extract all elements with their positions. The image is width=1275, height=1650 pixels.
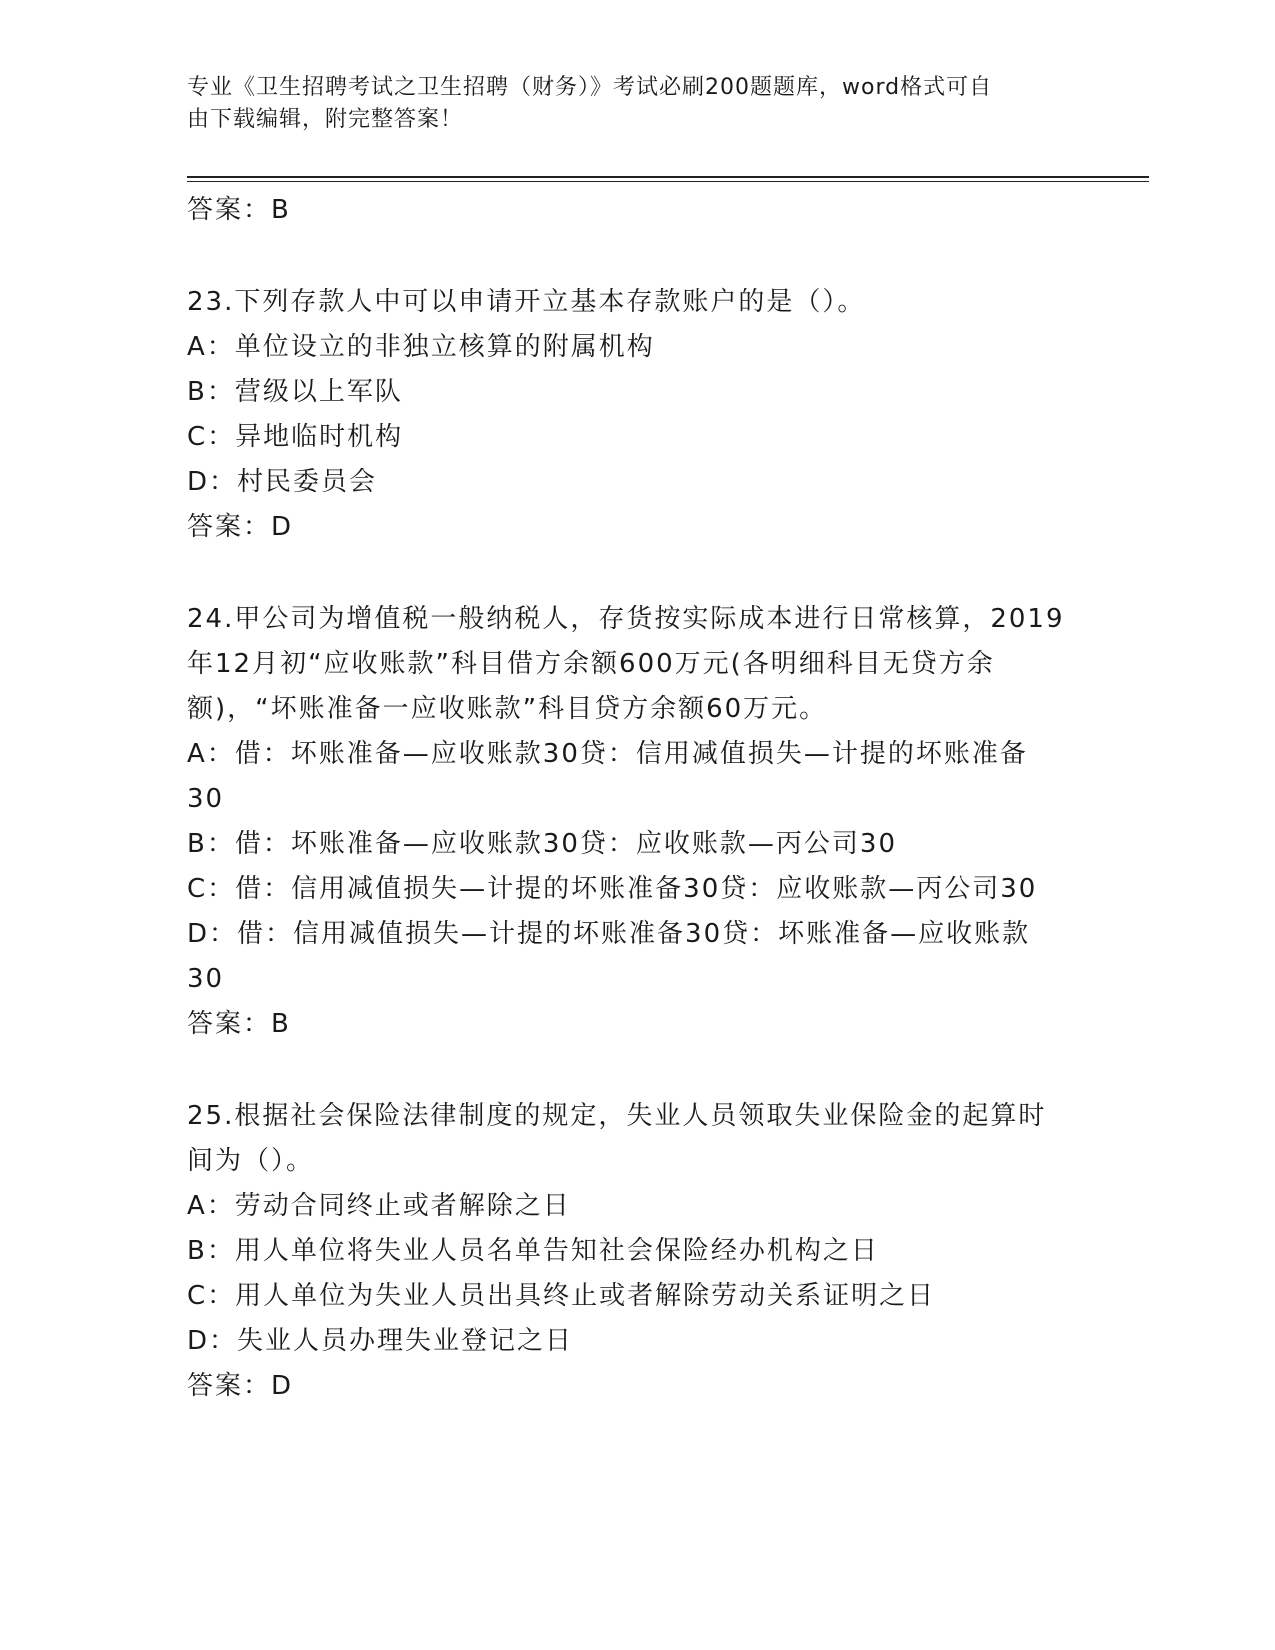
q24-stem-line: 年12月初“应收账款”科目借方余额600万元(各明细科目无贷方余 [187,649,995,679]
question-list [187,188,1087,1409]
q24-option-c: C：借：信用减值损失—计提的坏账准备30贷：应收账款—丙公司30 [187,874,1038,904]
header-line-2: 由下载编辑，附完整答案！ [187,107,464,132]
q24-stem-line: 24.甲公司为增值税一般纳税人，存货按实际成本进行日常核算，2019 [187,604,1065,634]
q25-stem-line: 间为（）。 [187,1146,315,1176]
question-24 [187,597,1087,1047]
q25-option-b: B：用人单位将失业人员名单告知社会保险经办机构之日 [187,1236,879,1266]
spacer [187,233,1087,280]
q25-option-d: D：失业人员办理失业登记之日 [187,1326,574,1356]
header-divider-thin [187,181,1149,182]
spacer [187,550,1087,597]
spacer [187,1047,1087,1094]
question-23 [187,280,1087,550]
q24-option-a-cont: 30 [187,784,225,814]
q25-option-c: C：用人单位为失业人员出具终止或者解除劳动关系证明之日 [187,1281,936,1311]
q23-option-a: A：单位设立的非独立核算的附属机构 [187,332,655,362]
q25-answer: 答案：D [187,1371,294,1401]
document-header [187,72,1067,136]
q23-answer: 答案：D [187,512,294,542]
q23-option-b: B：营级以上军队 [187,377,403,407]
header-divider-thick [187,176,1149,178]
header-line-1: 专业《卫生招聘考试之卫生招聘（财务）》考试必刷200题题库，word格式可自 [187,75,993,100]
q24-option-a: A：借：坏账准备—应收账款30贷：信用减值损失—计提的坏账准备 [187,739,1028,769]
q25-stem-line: 25.根据社会保险法律制度的规定，失业人员领取失业保险金的起算时 [187,1101,1047,1131]
q24-option-d: D：借：信用减值损失—计提的坏账准备30贷：坏账准备—应收账款 [187,919,1031,949]
q25-option-a: A：劳动合同终止或者解除之日 [187,1191,571,1221]
q24-stem-line: 额)，“坏账准备一应收账款”科目贷方余额60万元。 [187,694,828,724]
q23-option-d: D：村民委员会 [187,467,378,497]
q22-answer: 答案：B [187,195,291,225]
q24-answer: 答案：B [187,1009,291,1039]
question-25 [187,1094,1087,1409]
q23-option-c: C：异地临时机构 [187,422,404,452]
q24-option-d-cont: 30 [187,964,225,994]
q24-option-b: B：借：坏账准备—应收账款30贷：应收账款—丙公司30 [187,829,898,859]
q23-stem-line: 23.下列存款人中可以申请开立基本存款账户的是（）。 [187,287,866,317]
